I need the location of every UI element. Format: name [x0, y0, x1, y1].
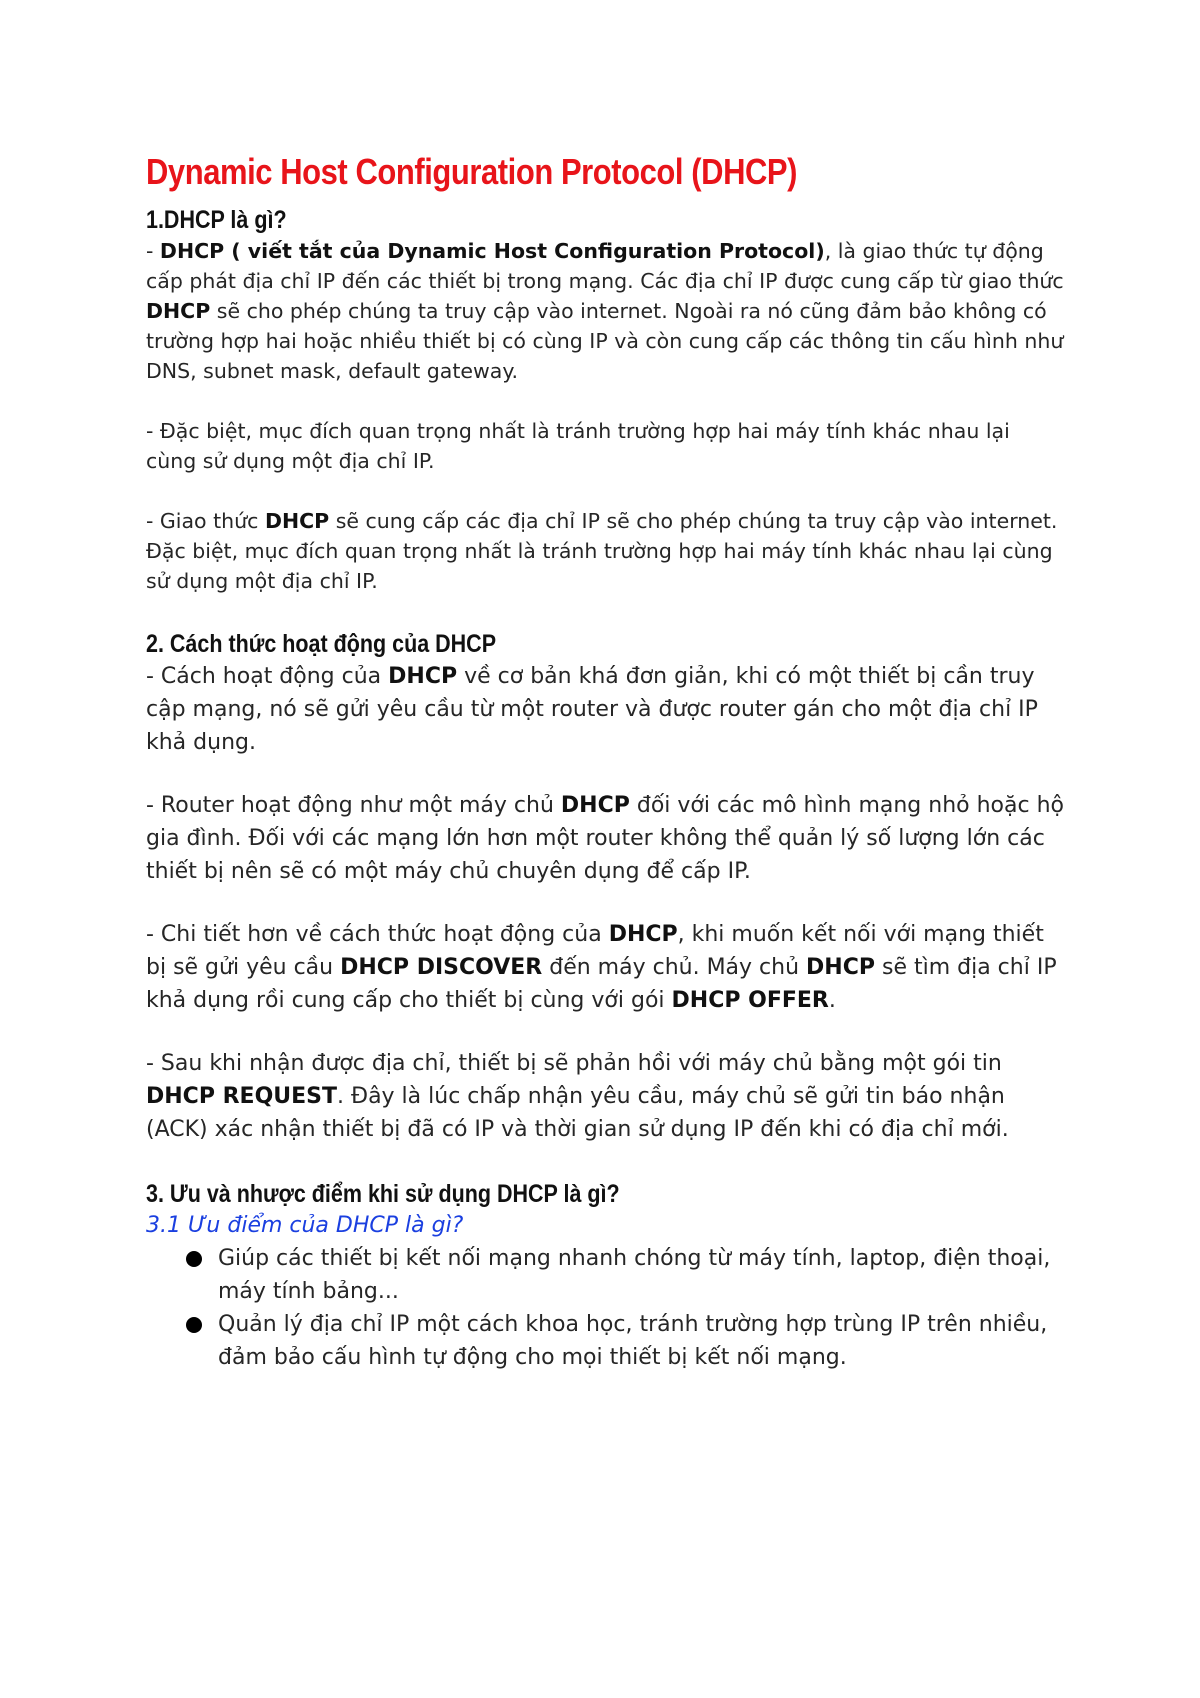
- text-run: sẽ tìm địa chỉ IP khả dụng rồi cung cấp cho thiết bị cùng với gói: [146, 955, 1057, 1013]
- text-run: - Sau khi nhận được địa chỉ, thiết bị sẽ phản hồi với máy chủ bằng một gói tin: [146, 1051, 1002, 1076]
- list-item: [146, 1242, 1066, 1308]
- text-run: về cơ bản khá đơn giản, khi có một thiết bị cần truy cập mạng, nó sẽ gửi yêu cầu từ một router và được router gán cho một địa chỉ IP khả dụng.: [146, 664, 1038, 755]
- list-item-text: Quản lý địa chỉ IP một cách khoa học, tránh trường hợp trùng IP trên nhiều, đảm bảo cấu hình tự động cho mọi thiết bị kết nối mạng.: [218, 1312, 1048, 1370]
- section-how-dhcp-works: [146, 628, 1066, 1146]
- section-pros-cons: [146, 1178, 1066, 1374]
- document-page: [146, 150, 1066, 1374]
- text-run: - Giao thức: [146, 509, 265, 533]
- paragraph-router: [146, 789, 1066, 888]
- section-what-is-dhcp: [146, 204, 1066, 596]
- bold-text: DHCP: [560, 793, 630, 818]
- paragraph-purpose: - Đặc biệt, mục đích quan trọng nhất là tránh trường hợp hai máy tính khác nhau lại cùng sử dụng một địa chỉ IP.: [146, 419, 1010, 473]
- bold-text: DHCP: [388, 664, 458, 689]
- text-run: - Cách hoạt động của: [146, 664, 389, 689]
- paragraph-discover-offer: [146, 918, 1066, 1017]
- text-run: sẽ cho phép chúng ta truy cập vào internet. Ngoài ra nó cũng đảm bảo không có trường hợp hai hoặc nhiều thiết bị có cùng IP và còn cung cấp các thông tin cấu hình như DNS, subnet mask, default gateway.: [146, 299, 1064, 383]
- text-run: . Đây là lúc chấp nhận yêu cầu, máy chủ sẽ gửi tin báo nhận (ACK) xác nhận thiết bị đã có IP và thời gian sử dụng IP đến khi có địa chỉ mới.: [146, 1084, 1009, 1142]
- list-item: [146, 1308, 1066, 1374]
- paragraph-protocol: [146, 506, 1066, 596]
- text-run: , là giao thức tự động cấp phát địa chỉ IP đến các thiết bị trong mạng. Các địa chỉ IP được cung cấp từ giao thức: [146, 239, 1064, 293]
- bold-text: DHCP ( viết tắt của Dynamic Host Configuration Protocol): [159, 239, 825, 263]
- document-title: Dynamic Host Configuration Protocol (DHCP): [146, 151, 798, 192]
- paragraph-basic-operation: [146, 660, 1066, 759]
- section-heading-2: 2. Cách thức hoạt động của DHCP: [146, 630, 497, 658]
- advantages-list: [146, 1242, 1066, 1374]
- paragraph-definition: [146, 236, 1066, 386]
- subsection-heading-advantages: 3.1 Ưu điểm của DHCP là gì?: [146, 1213, 464, 1238]
- bold-text: DHCP: [608, 922, 678, 947]
- bold-text: DHCP REQUEST: [146, 1084, 338, 1109]
- bold-text: DHCP: [806, 955, 875, 980]
- bold-text: DHCP OFFER: [671, 988, 829, 1013]
- text-run: -: [146, 239, 160, 263]
- text-run: sẽ cung cấp các địa chỉ IP sẽ cho phép chúng ta truy cập vào internet. Đặc biệt, mục đích quan trọng nhất là tránh trường hợp hai máy tính khác nhau lại cùng sử dụng một địa chỉ IP.: [146, 509, 1058, 593]
- bold-text: DHCP: [146, 299, 211, 323]
- bullet-dot-icon: [186, 1317, 202, 1333]
- text-run: .: [828, 988, 836, 1013]
- section-heading-3: 3. Ưu và nhược điểm khi sử dụng DHCP là gì?: [146, 1180, 620, 1208]
- text-run: - Router hoạt động như một máy chủ: [146, 793, 561, 818]
- list-item-text: Giúp các thiết bị kết nối mạng nhanh chóng từ máy tính, laptop, điện thoại, máy tính bảng...: [218, 1246, 1051, 1304]
- bold-text: DHCP DISCOVER: [340, 955, 543, 980]
- paragraph-request-ack: [146, 1047, 1066, 1146]
- text-run: - Chi tiết hơn về cách thức hoạt động của: [146, 922, 609, 947]
- bullet-dot-icon: [186, 1251, 202, 1267]
- text-run: đối với các mô hình mạng nhỏ hoặc hộ gia đình. Đối với các mạng lớn hơn một router không thể quản lý số lượng lớn các thiết bị nên sẽ có một máy chủ chuyên dụng để cấp IP.: [146, 793, 1064, 884]
- section-heading-1: 1.DHCP là gì?: [146, 206, 287, 234]
- text-run: , khi muốn kết nối với mạng thiết bị sẽ gửi yêu cầu: [146, 922, 1044, 980]
- bold-text: DHCP: [264, 509, 330, 533]
- text-run: đến máy chủ. Máy chủ: [542, 955, 807, 980]
